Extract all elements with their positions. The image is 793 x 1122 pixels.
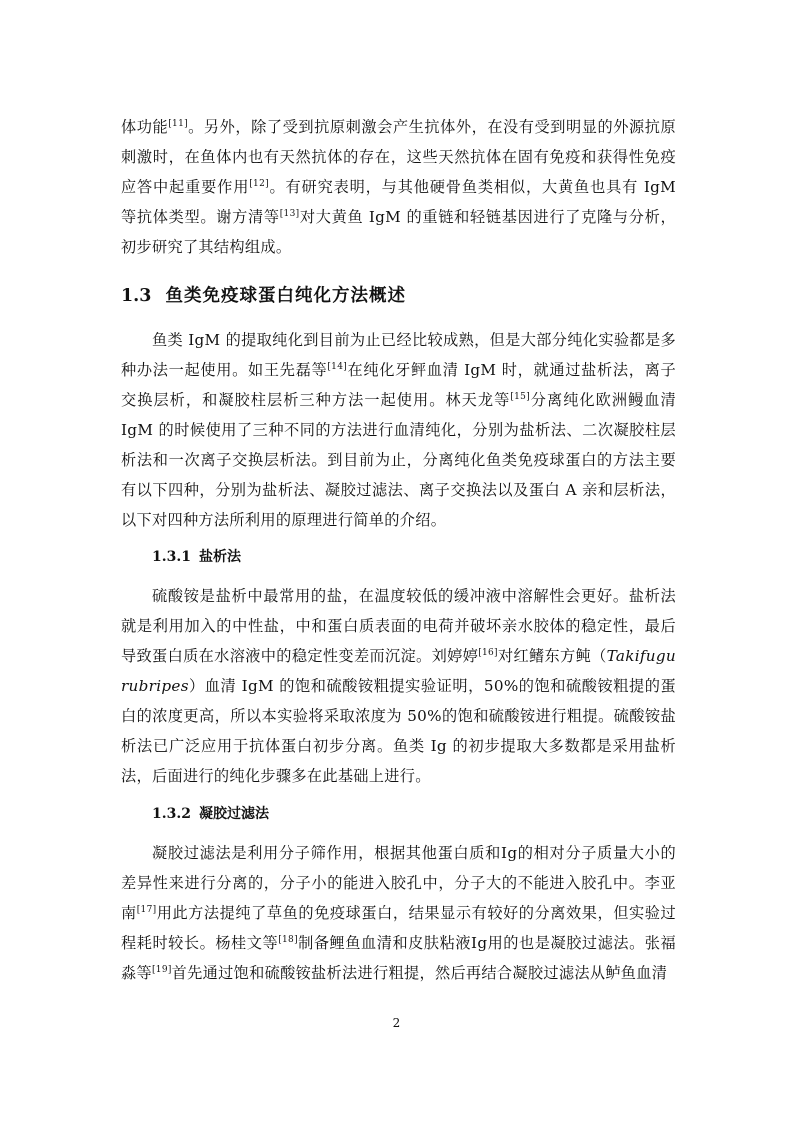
subsection-title: 凝胶过滤法 xyxy=(198,806,269,822)
text-run: 分离纯化欧洲鳗血清 IgM 的时候使用了三种不同的方法进行血清纯化，分别为盐析法、二次凝胶柱层析法和一次离子交换层析法。到目前为止，分离纯化鱼类免疫球蛋白的方法主要有以下四种，分别为盐析法、凝胶过滤法、离子交换法以及蛋白 A 亲和层析法，以下对四种方法所利用的原理进行简单的介绍。 xyxy=(121,391,677,529)
paragraph-overview xyxy=(121,325,676,535)
citation-ref[interactable]: [19] xyxy=(151,965,172,975)
scientific-name: Takifugu rubripes xyxy=(121,647,676,695)
text-run: ）血清 IgM 的饱和硫酸铵粗提实验证明，50%的饱和硫酸铵粗提的蛋白的浓度更高，所以本实验将采取浓度为 50%的饱和硫酸铵进行粗提。硫酸铵盐析法已广泛应用于抗体蛋白初步分离。鱼类 Ig 的初步提取大多数都是采用盐析法，后面进行的纯化步骤多在此基础上进行。 xyxy=(121,677,676,785)
section-heading xyxy=(121,282,406,307)
citation-ref[interactable]: [17] xyxy=(136,905,157,915)
subsection-heading xyxy=(152,803,269,823)
citation-ref[interactable]: [12] xyxy=(249,179,269,189)
section-title: 鱼类免疫球蛋白纯化方法概述 xyxy=(165,286,406,306)
subsection-number: 1.3.1 xyxy=(152,549,191,565)
section-number: 1.3 xyxy=(121,286,152,306)
citation-ref[interactable]: [16] xyxy=(478,648,498,658)
text-run: 。另外，除了受到抗原刺激会产生抗体外，在没有受到明显的外源抗原刺激时，在鱼体内也有天然抗体的存在，这些天然抗体在固有免疫和获得性免疫应答中起重要作用 xyxy=(121,118,676,196)
text-run: 制备鲤鱼血清和皮肤粘液Ig用的也是凝胶过滤法。张福淼等 xyxy=(121,934,676,982)
subsection-number: 1.3.2 xyxy=(152,806,191,822)
page-number: 2 xyxy=(392,1016,401,1030)
subsection-heading xyxy=(152,546,241,566)
text-run: 。有研究表明，与其他硬骨鱼类相似，大黄鱼也具有 IgM 等抗体类型。谢方清等 xyxy=(121,178,677,226)
text-run: 首先通过饱和硫酸铵盐析法进行粗提，然后再结合凝胶过滤法从鲈鱼血清 xyxy=(171,964,668,982)
citation-ref[interactable]: [15] xyxy=(510,392,531,402)
paragraph-salting-out xyxy=(121,581,676,791)
text-run: 用此方法提纯了草鱼的免疫球蛋白，结果显示有较好的分离效果，但实验过程耗时较长。杨桂文等 xyxy=(121,904,676,952)
text-run: 对红鳍东方鲀（ xyxy=(497,647,607,665)
citation-ref[interactable]: [11] xyxy=(168,119,188,129)
citation-ref[interactable]: [18] xyxy=(278,935,298,945)
citation-ref[interactable]: [14] xyxy=(327,362,348,372)
text-run: 凝胶过滤法是利用分子筛作用，根据其他蛋白质和Ig的相对分子质量大小的差异性来进行分离的，分子小的能进入胶孔中，分子大的不能进入胶孔中。李亚南 xyxy=(121,844,676,922)
paragraph-intro-continued xyxy=(121,112,676,262)
text-run: 体功能 xyxy=(121,118,169,136)
citation-ref[interactable]: [13] xyxy=(279,209,300,219)
text-run: 鱼类 IgM 的提取纯化到目前为止已经比较成熟，但是大部分纯化实验都是多种办法一起使用。如王先磊等 xyxy=(121,331,676,379)
paragraph-gel-filtration xyxy=(121,838,676,988)
text-run: 在纯化牙鲆血清 IgM 时，就通过盐析法，离子交换层析，和凝胶柱层析三种方法一起使用。林天龙等 xyxy=(121,361,677,409)
text-run: 硫酸铵是盐析中最常用的盐，在温度较低的缓冲液中溶解性会更好。盐析法就是利用加入的中性盐，中和蛋白质表面的电荷并破坏亲水胶体的稳定性，最后导致蛋白质在水溶液中的稳定性变差而沉淀。刘婷婷 xyxy=(121,587,676,665)
subsection-title: 盐析法 xyxy=(198,549,241,565)
text-run: 对大黄鱼 IgM 的重链和轻链基因进行了克隆与分析，初步研究了其结构组成。 xyxy=(121,208,676,256)
